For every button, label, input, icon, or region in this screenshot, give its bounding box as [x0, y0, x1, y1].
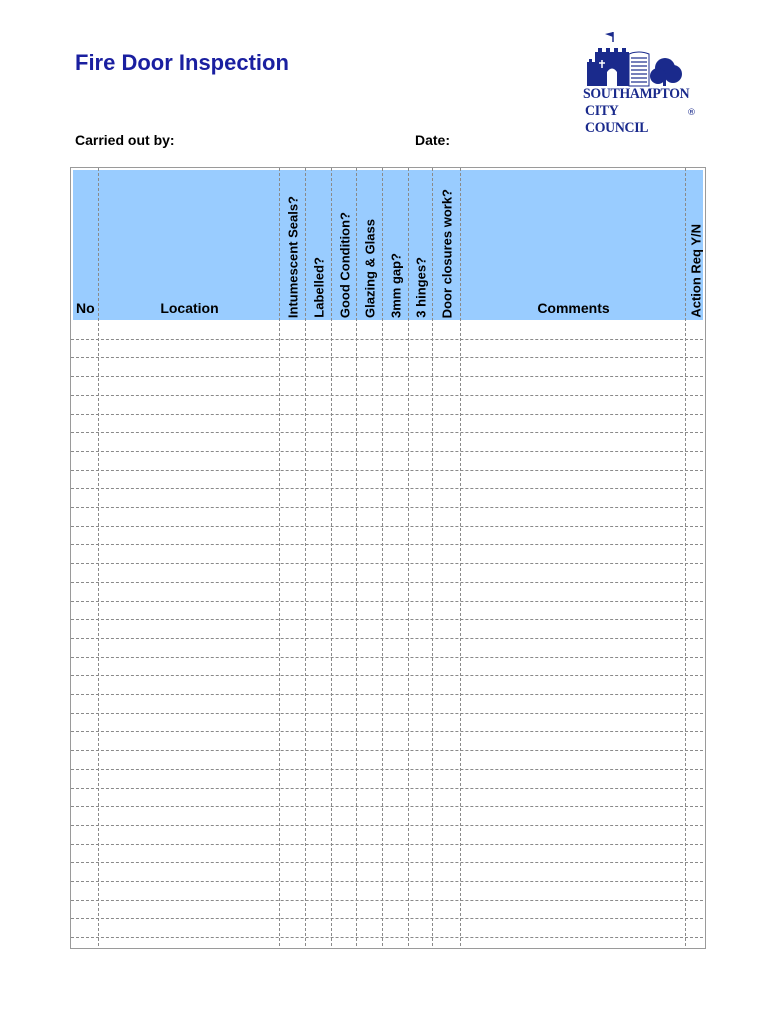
- col-header-good-condition-label: Good Condition?: [337, 211, 352, 318]
- table-row[interactable]: [71, 806, 703, 825]
- col-header-labelled: [306, 170, 332, 320]
- col-header-action-req: [686, 170, 705, 320]
- table-row[interactable]: [71, 320, 703, 339]
- table-row[interactable]: [71, 844, 703, 863]
- table-row[interactable]: [71, 432, 703, 451]
- col-header-comments: [461, 170, 686, 320]
- table-row[interactable]: [71, 918, 703, 937]
- date-label: Date:: [415, 132, 451, 148]
- table-row[interactable]: [71, 376, 703, 395]
- table-row[interactable]: [71, 731, 703, 750]
- table-row[interactable]: [71, 638, 703, 657]
- table-row[interactable]: [71, 526, 703, 545]
- col-header-3mm-gap: [383, 170, 409, 320]
- col-header-3-hinges-label: 3 hinges?: [413, 257, 429, 318]
- table-row[interactable]: [71, 862, 703, 881]
- registered-icon: ®: [687, 108, 696, 118]
- table-row[interactable]: [71, 900, 703, 919]
- col-header-intumescent-seals: [280, 170, 306, 320]
- table-row[interactable]: [71, 657, 703, 676]
- carried-out-by-label: Carried out by:: [75, 132, 175, 148]
- table-row[interactable]: [71, 694, 703, 713]
- table-row[interactable]: [71, 675, 703, 694]
- table-row[interactable]: [71, 825, 703, 844]
- logo-text-line2: CITY COUNCIL: [585, 103, 649, 136]
- council-logo: [583, 30, 701, 136]
- table-row[interactable]: [71, 881, 703, 900]
- table-row[interactable]: [71, 414, 703, 433]
- table-row[interactable]: [71, 713, 703, 732]
- col-header-comments-label: Comments: [537, 300, 610, 316]
- table-row[interactable]: [71, 750, 703, 769]
- col-header-door-closures-label: Door closures work?: [439, 188, 455, 318]
- col-header-no-label: No: [76, 300, 95, 316]
- logo-text-line1: SOUTHAMPTON: [583, 86, 690, 102]
- page-title: Fire Door Inspection: [75, 50, 289, 75]
- table-row[interactable]: [71, 601, 703, 620]
- col-header-no: [73, 170, 99, 320]
- table-row[interactable]: [71, 357, 703, 376]
- table-row[interactable]: [71, 507, 703, 526]
- col-header-intumescent-seals-label: Intumescent Seals?: [285, 195, 301, 318]
- table-row[interactable]: [71, 582, 703, 601]
- table-row[interactable]: [71, 769, 703, 788]
- col-header-door-closures: [433, 170, 461, 320]
- table-row[interactable]: [71, 563, 703, 582]
- col-header-labelled-label: Labelled?: [311, 257, 327, 318]
- castle-icon: [583, 30, 701, 90]
- table-row[interactable]: [71, 451, 703, 470]
- col-header-good-condition: [332, 170, 357, 320]
- table-row[interactable]: [71, 339, 703, 358]
- col-header-action-req-label: Action Req Y/N: [688, 224, 703, 318]
- row-divider: [71, 937, 703, 938]
- col-header-3mm-gap-label: 3mm gap?: [388, 252, 404, 318]
- col-header-3-hinges: [409, 170, 433, 320]
- col-header-glazing-glass-label: Glazing & Glass: [362, 219, 378, 318]
- table-row[interactable]: [71, 395, 703, 414]
- inspection-table: [70, 167, 706, 949]
- table-row[interactable]: [71, 619, 703, 638]
- table-header: [73, 170, 703, 320]
- table-row[interactable]: [71, 488, 703, 507]
- table-row[interactable]: [71, 788, 703, 807]
- col-header-glazing-glass: [357, 170, 383, 320]
- col-header-location: [99, 170, 280, 320]
- table-row[interactable]: [71, 544, 703, 563]
- col-header-location-label: Location: [160, 300, 219, 316]
- table-row[interactable]: [71, 470, 703, 489]
